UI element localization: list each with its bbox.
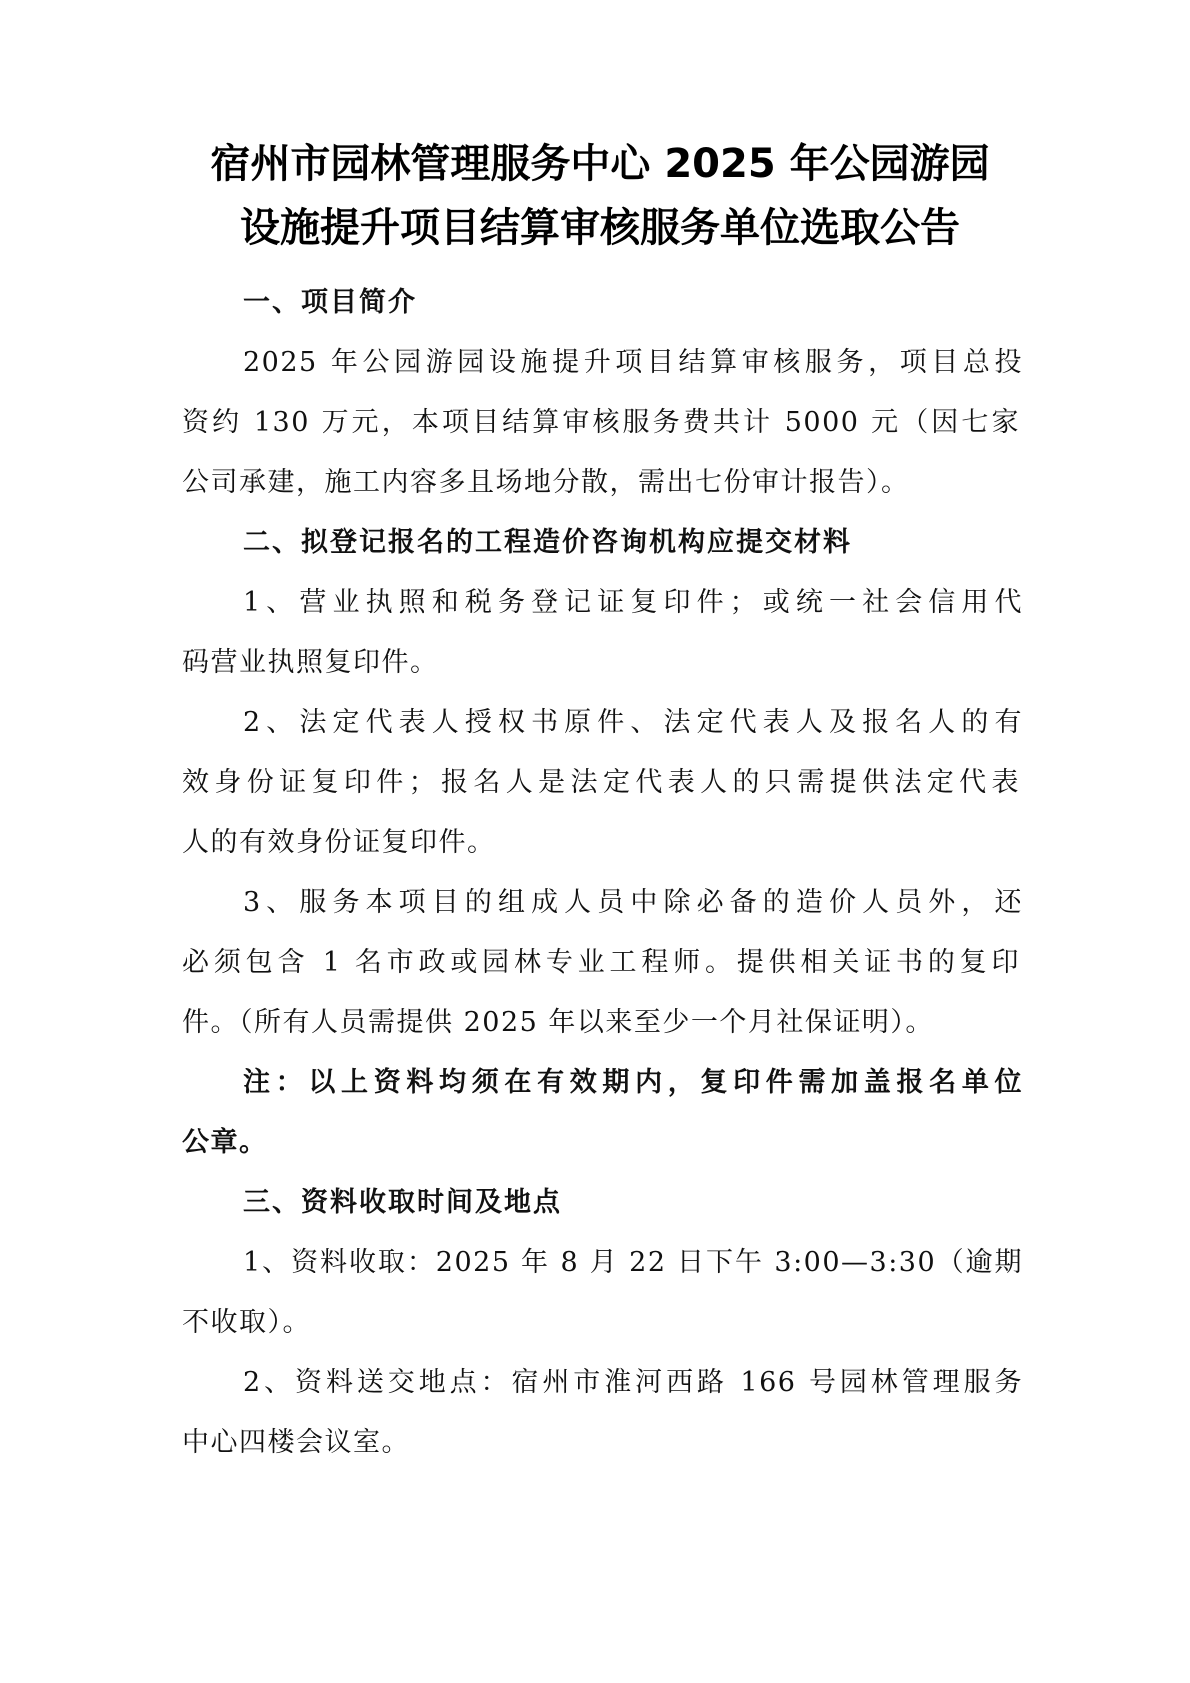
section-2-item-2-line-3: 人的有效身份证复印件。 [182,827,496,858]
section-3-heading: 三、资料收取时间及地点 [243,1187,562,1218]
section-1-line-3: 公司承建，施工内容多且场地分散，需出七份审计报告）。 [182,467,910,498]
section-2-item-1-line-1: 1、营业执照和税务登记证复印件；或统一社会信用代 [243,587,1023,618]
section-1-line-1: 2025 年公园游园设施提升项目结算审核服务，项目总投 [243,347,1023,378]
section-3-item-2-line-1: 2、资料送交地点：宿州市淮河西路 166 号园林管理服务 [243,1367,1023,1398]
section-1-heading: 一、项目简介 [243,287,417,318]
section-2-heading: 二、拟登记报名的工程造价咨询机构应提交材料 [243,527,852,558]
section-2-note-line-2: 公章。 [182,1127,268,1158]
section-3-item-1-line-2: 不收取）。 [182,1307,311,1338]
section-3-item-1-line-1: 1、资料收取：2025 年 8 月 22 日下午 3:00—3:30（逾期 [243,1247,1023,1278]
section-2-item-3-line-1: 3、服务本项目的组成人员中除必备的造价人员外，还 [243,887,1023,918]
section-2-note-line-1: 注：以上资料均须在有效期内，复印件需加盖报名单位 [243,1067,1023,1098]
section-2-item-3-line-2: 必须包含 1 名市政或园林专业工程师。提供相关证书的复印 [182,947,1020,978]
section-1-line-2: 资约 130 万元，本项目结算审核服务费共计 5000 元（因七家 [182,407,1020,438]
title-line-1: 宿州市园林管理服务中心 2025 年公园游园 [210,141,990,187]
section-2-item-2-line-1: 2、法定代表人授权书原件、法定代表人及报名人的有 [243,707,1023,738]
section-2-item-3-line-3: 件。（所有人员需提供 2025 年以来至少一个月社保证明）。 [182,1007,934,1038]
title-line-2: 设施提升项目结算审核服务单位选取公告 [240,205,960,251]
section-3-item-2-line-2: 中心四楼会议室。 [182,1427,410,1458]
section-2-item-2-line-2: 效身份证复印件；报名人是法定代表人的只需提供法定代表 [182,767,1020,798]
section-2-item-1-line-2: 码营业执照复印件。 [182,647,439,678]
